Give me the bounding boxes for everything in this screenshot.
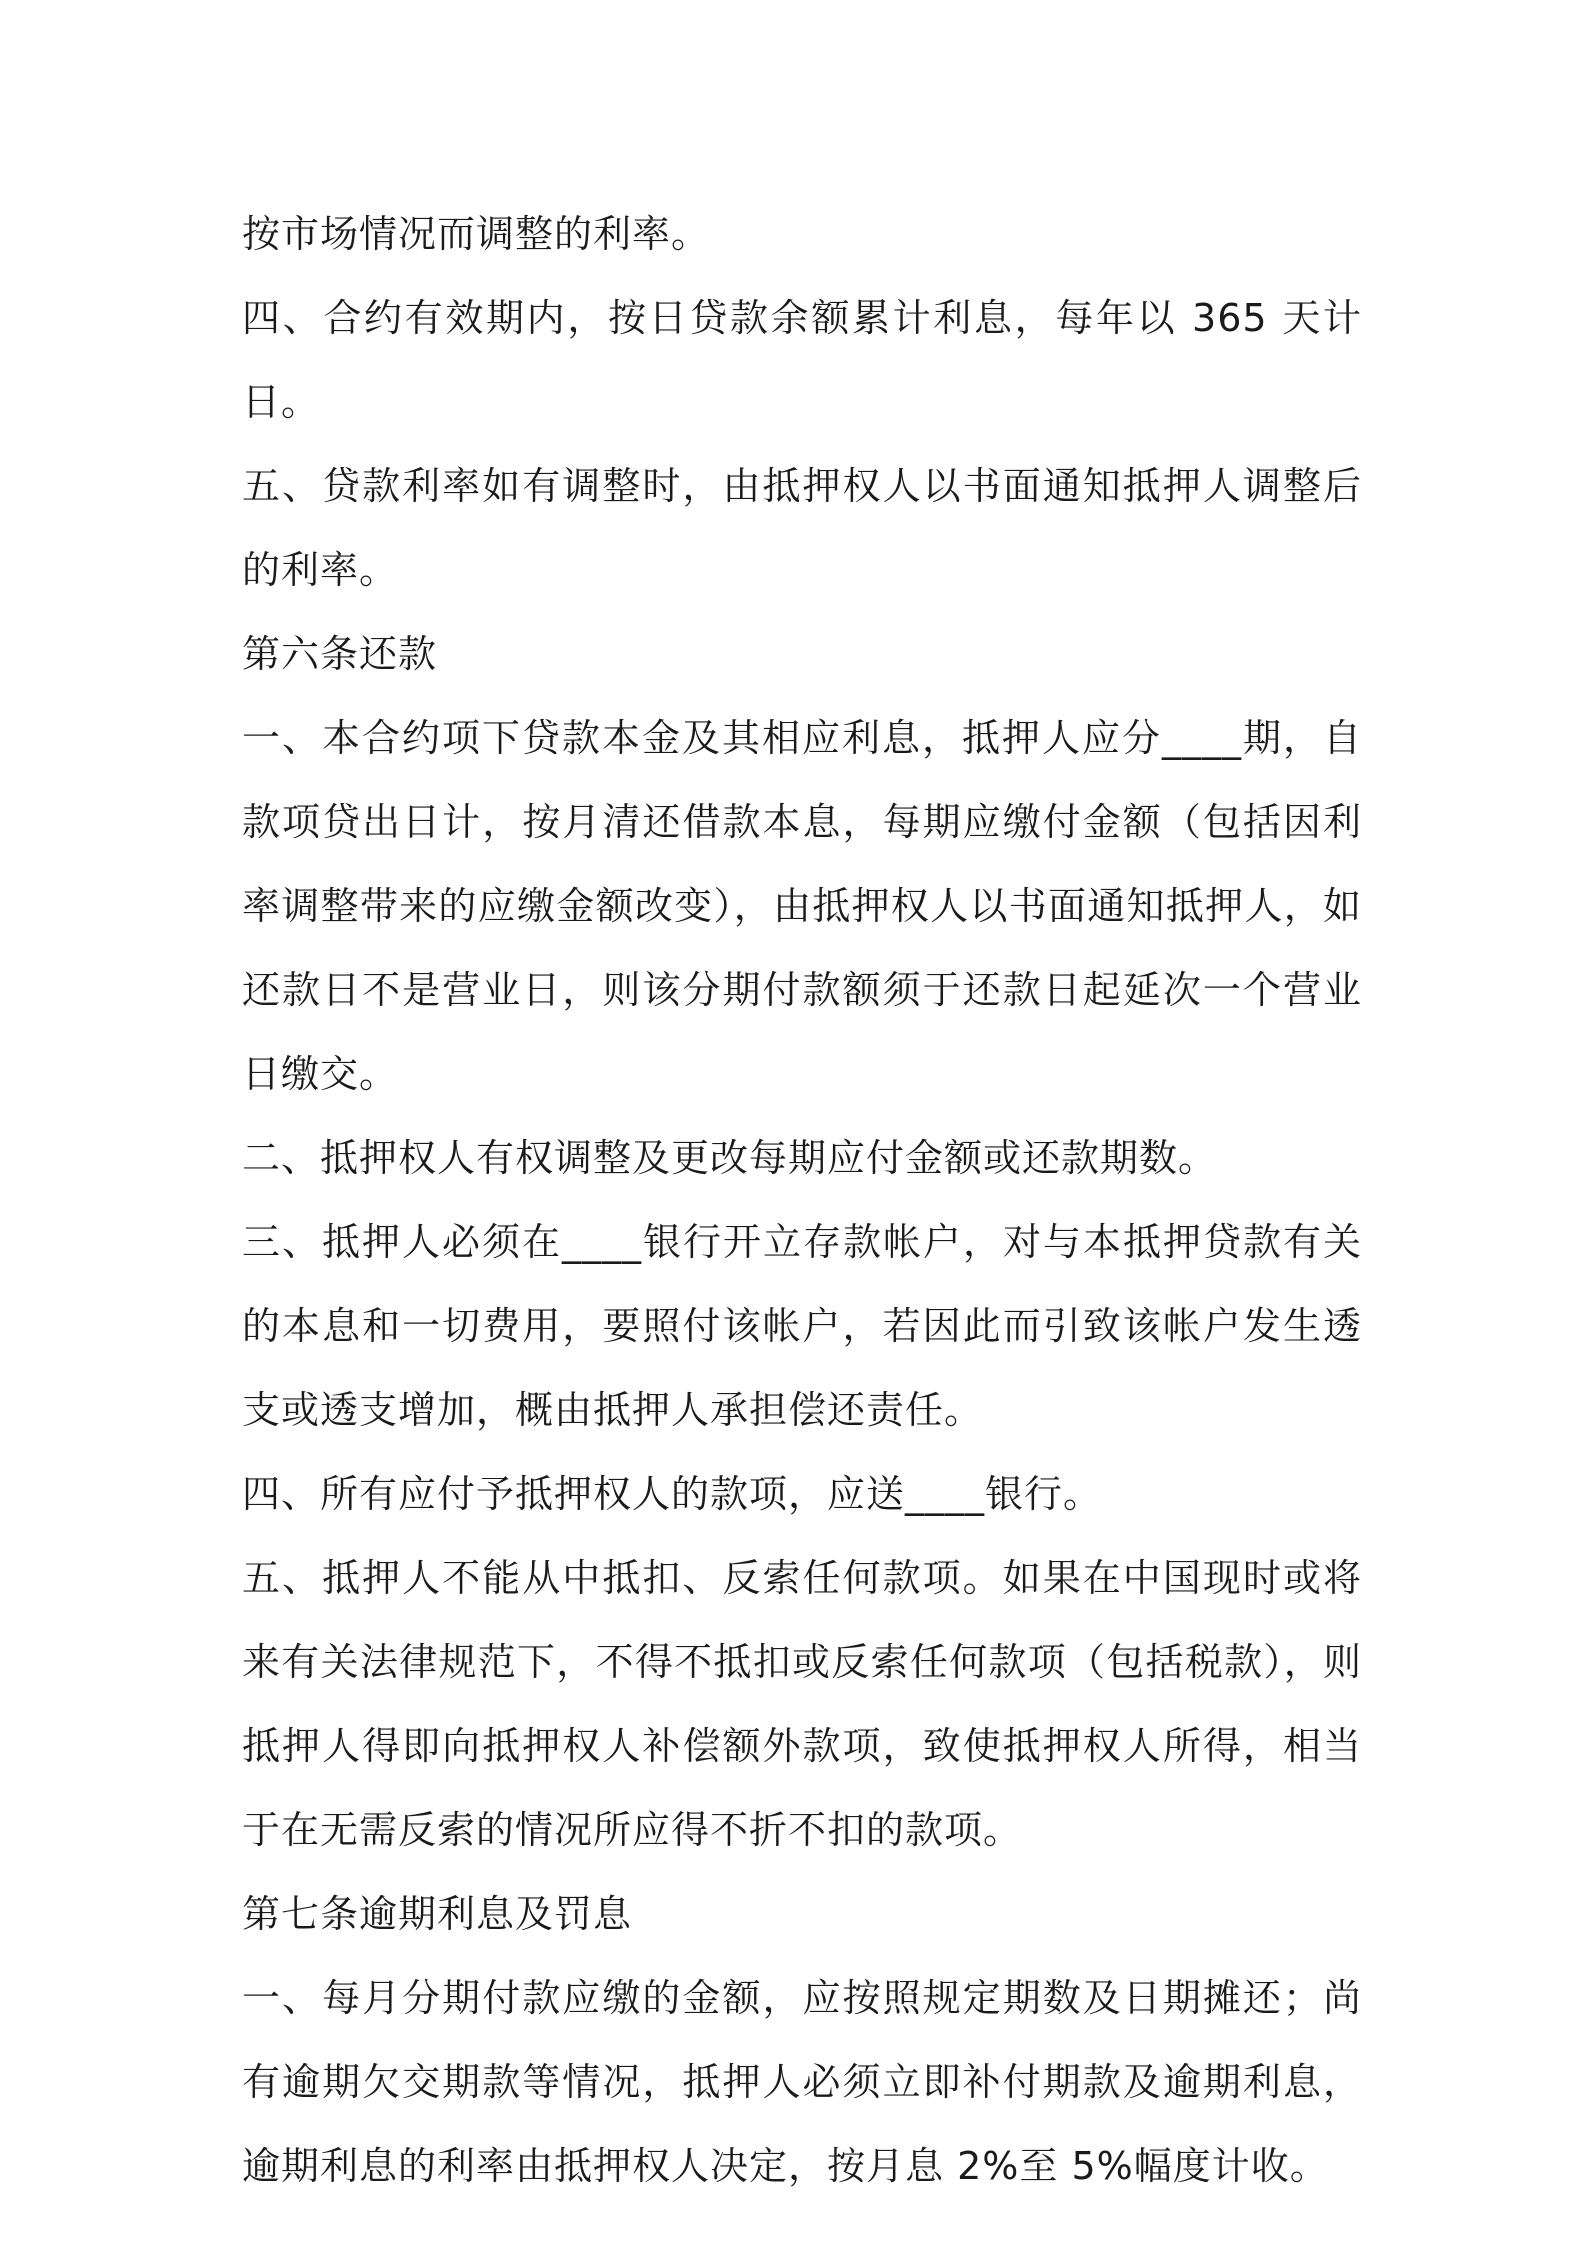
paragraph-deposit-account: 三、抵押人必须在____银行开立存款帐户，对与本抵押贷款有关的本息和一切费用，要照付该帐户，若因此而引致该帐户发生透支或透支增加，概由抵押人承担偿还责任。	[242, 1220, 1362, 1432]
paragraph-interest-calc: 四、合约有效期内，按日贷款余额累计利息，每年以 365 天计日。	[242, 296, 1362, 424]
paragraph-rate-notice: 五、贷款利率如有调整时，由抵押权人以书面通知抵押人调整后的利率。	[242, 464, 1362, 592]
paragraph-payment-bank: 四、所有应付予抵押权人的款项，应送____银行。	[242, 1472, 1103, 1516]
paragraph-no-offset: 五、抵押人不能从中抵扣、反索任何款项。如果在中国现时或将来有关法律规范下，不得不抵扣或反索任何款项（包括税款），则抵押人得即向抵押权人补偿额外款项，致使抵押权人所得，相当于在无需反索的情况所应得不折不扣的款项。	[242, 1556, 1362, 1852]
paragraph-adjust-installments: 二、抵押权人有权调整及更改每期应付金额或还款期数。	[242, 1136, 1218, 1180]
article-6-heading: 第六条还款	[242, 632, 438, 676]
paragraph-overdue-interest: 一、每月分期付款应缴的金额，应按照规定期数及日期摊还；尚有逾期欠交期款等情况，抵押人必须立即补付期款及逾期利息，逾期利息的利率由抵押权人决定，按月息 2%至 5%幅度计收。	[242, 1976, 1362, 2188]
document-page	[242, 192, 1362, 2208]
article-7-heading: 第七条逾期利息及罚息	[242, 1892, 633, 1936]
paragraph-repayment-installments: 一、本合约项下贷款本金及其相应利息，抵押人应分____期，自款项贷出日计，按月清还借款本息，每期应缴付金额（包括因利率调整带来的应缴金额改变），由抵押权人以书面通知抵押人，如还款日不是营业日，则该分期付款额须于还款日起延次一个营业日缴交。	[242, 716, 1362, 1096]
paragraph-rate-adjust-tail: 按市场情况而调整的利率。	[242, 212, 711, 256]
